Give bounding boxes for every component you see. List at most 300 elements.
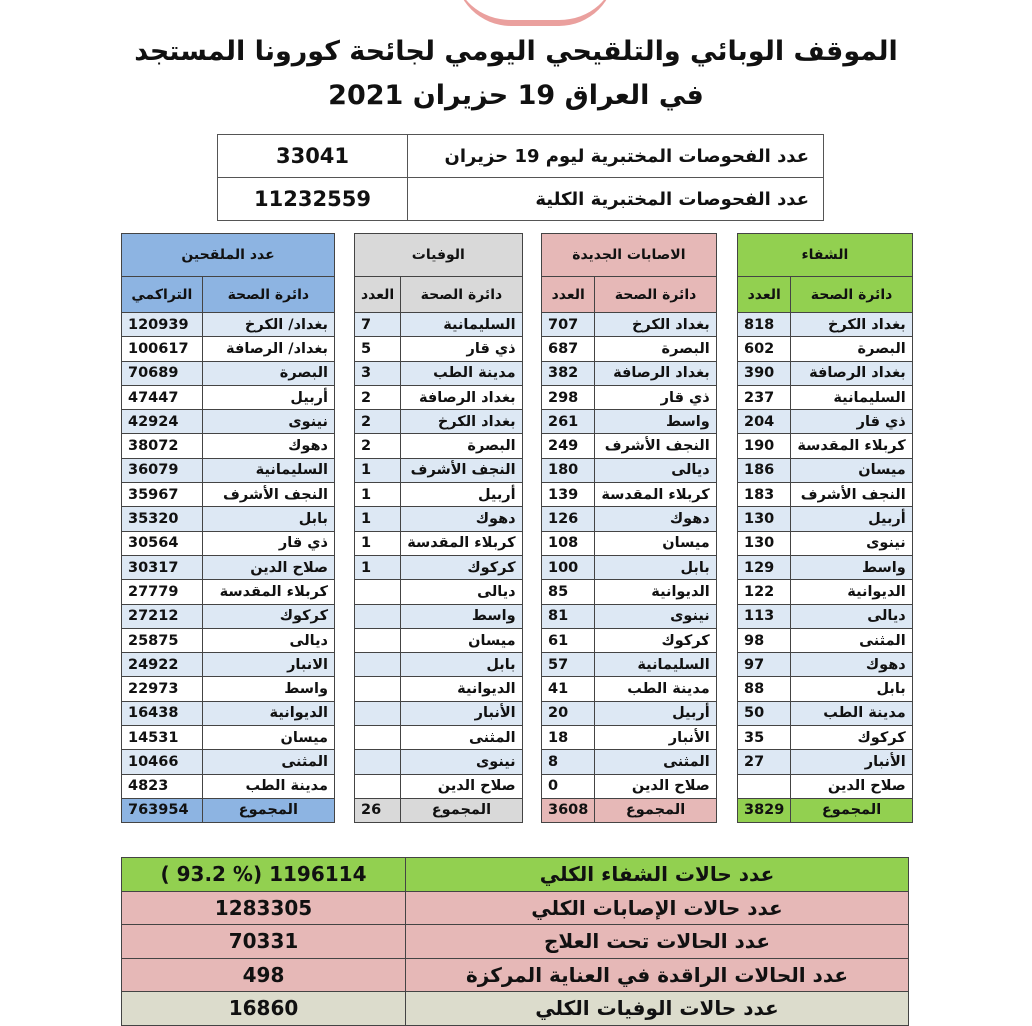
table-row — [355, 555, 523, 579]
district-name: مدينة الطب — [791, 701, 912, 725]
district-count: 108 — [542, 531, 595, 555]
district-name: بغداد الرصافة — [791, 361, 912, 385]
district-name: دهوك — [595, 507, 716, 531]
district-count: 139 — [542, 483, 595, 507]
report-title-line1: الموقف الوبائي والتلقيحي اليومي لجائحة كورونا المستجد — [134, 36, 898, 67]
district-name: ميسان — [401, 628, 522, 652]
district-name: كركوك — [202, 604, 334, 628]
column-header-row — [738, 277, 913, 313]
district-count: 85 — [542, 580, 595, 604]
district-count: 1 — [355, 458, 401, 482]
total-label: المجموع — [401, 798, 522, 822]
district-count: 81 — [542, 604, 595, 628]
district-count — [355, 774, 401, 798]
table-title-row — [738, 234, 913, 277]
daily-tests-row — [218, 135, 824, 178]
total-tests-label: عدد الفحوصات المختبرية الكلية — [408, 178, 824, 221]
district-name: أربيل — [401, 483, 522, 507]
table-row — [355, 337, 523, 361]
district-name: بابل — [401, 653, 522, 677]
district-name: واسط — [791, 555, 912, 579]
district-name: النجف الأشرف — [595, 434, 716, 458]
table-row — [122, 604, 335, 628]
district-name: ميسان — [595, 531, 716, 555]
district-name: دهوك — [791, 653, 912, 677]
district-count: 382 — [542, 361, 595, 385]
table-row — [122, 337, 335, 361]
district-count: 10466 — [122, 750, 203, 774]
table-row — [122, 750, 335, 774]
district-name: المثنى — [791, 628, 912, 652]
table-row — [738, 580, 913, 604]
table-row — [355, 531, 523, 555]
column-header-name: دائرة الصحة — [595, 277, 716, 313]
district-name: البصرة — [401, 434, 522, 458]
district-name: واسط — [401, 604, 522, 628]
table-row — [355, 313, 523, 337]
district-count — [355, 604, 401, 628]
table-row — [122, 555, 335, 579]
column-header-name: دائرة الصحة — [401, 277, 522, 313]
table-row — [355, 458, 523, 482]
district-count: 14531 — [122, 726, 203, 750]
table-title-row — [122, 234, 335, 277]
district-name: مدينة الطب — [595, 677, 716, 701]
district-count: 122 — [738, 580, 791, 604]
district-name: نينوى — [791, 531, 912, 555]
summary-value: 70331 — [122, 925, 406, 959]
district-name: ذي قار — [202, 531, 334, 555]
district-count: 30317 — [122, 555, 203, 579]
column-header-row — [355, 277, 523, 313]
summary-label: عدد الحالات تحت العلاج — [406, 925, 909, 959]
district-name: كربلاء المقدسة — [791, 434, 912, 458]
district-name: الديوانية — [791, 580, 912, 604]
district-count: 129 — [738, 555, 791, 579]
district-name: ديالى — [791, 604, 912, 628]
district-count: 2 — [355, 434, 401, 458]
table-row — [122, 458, 335, 482]
table-row — [542, 531, 717, 555]
district-name: البصرة — [595, 337, 716, 361]
district-count: 42924 — [122, 410, 203, 434]
table-row — [542, 385, 717, 409]
column-header-count: العدد — [542, 277, 595, 313]
table-row — [122, 385, 335, 409]
district-count: 126 — [542, 507, 595, 531]
table-row — [542, 750, 717, 774]
table-row — [738, 434, 913, 458]
table-row — [542, 434, 717, 458]
district-name: مدينة الطب — [202, 774, 334, 798]
table-row — [542, 653, 717, 677]
table-row — [738, 774, 913, 798]
table-row — [355, 483, 523, 507]
district-count: 20 — [542, 701, 595, 725]
table-row — [122, 531, 335, 555]
district-name: الأنبار — [791, 750, 912, 774]
table-row — [738, 750, 913, 774]
district-name: ذي قار — [595, 385, 716, 409]
table-row — [738, 628, 913, 652]
district-name: الديوانية — [401, 677, 522, 701]
summary-value: 1196114 (% 93.2 ) — [122, 858, 406, 892]
district-count: 4823 — [122, 774, 203, 798]
district-name: ديالى — [595, 458, 716, 482]
district-count: 237 — [738, 385, 791, 409]
district-name: دهوك — [401, 507, 522, 531]
summary-row — [122, 992, 909, 1026]
district-name: ذي قار — [791, 410, 912, 434]
total-value: 3608 — [542, 798, 595, 822]
table-row — [542, 726, 717, 750]
district-name: ديالى — [401, 580, 522, 604]
table-row — [122, 580, 335, 604]
table-row — [355, 361, 523, 385]
district-count: 27 — [738, 750, 791, 774]
table-row — [738, 701, 913, 725]
column-header-count: التراكمي — [122, 277, 203, 313]
table-row — [122, 313, 335, 337]
table-row — [122, 410, 335, 434]
table-row — [355, 701, 523, 725]
district-name: ميسان — [791, 458, 912, 482]
total-value: 3829 — [738, 798, 791, 822]
district-name: بابل — [595, 555, 716, 579]
district-count: 5 — [355, 337, 401, 361]
report-title — [0, 30, 1032, 118]
total-value: 763954 — [122, 798, 203, 822]
new-cases-table — [541, 233, 717, 823]
table-row — [738, 361, 913, 385]
district-count: 120939 — [122, 313, 203, 337]
district-count: 1 — [355, 531, 401, 555]
district-name: النجف الأشرف — [202, 483, 334, 507]
district-count: 88 — [738, 677, 791, 701]
district-count — [355, 580, 401, 604]
district-count — [355, 726, 401, 750]
table-row — [122, 677, 335, 701]
table-row — [542, 313, 717, 337]
district-count: 22973 — [122, 677, 203, 701]
summary-value: 1283305 — [122, 891, 406, 925]
lab-tests-table — [217, 134, 824, 221]
table-row — [542, 580, 717, 604]
district-name: بغداد الرصافة — [595, 361, 716, 385]
district-count: 25875 — [122, 628, 203, 652]
district-name: الأنبار — [595, 726, 716, 750]
district-count: 1 — [355, 507, 401, 531]
table-row — [542, 458, 717, 482]
district-count: 36079 — [122, 458, 203, 482]
column-header-count: العدد — [738, 277, 791, 313]
report-title-line2: في العراق 19 حزيران 2021 — [328, 80, 704, 111]
district-count: 1 — [355, 555, 401, 579]
table-row — [355, 434, 523, 458]
total-tests-row — [218, 178, 824, 221]
column-header-row — [122, 277, 335, 313]
table-row — [355, 385, 523, 409]
table-row — [738, 677, 913, 701]
table-row — [122, 628, 335, 652]
district-name: واسط — [202, 677, 334, 701]
table-row — [542, 410, 717, 434]
summary-row — [122, 858, 909, 892]
district-name: ميسان — [202, 726, 334, 750]
vaccinated-table — [121, 233, 335, 823]
district-name: صلاح الدين — [202, 555, 334, 579]
table-row — [542, 604, 717, 628]
table-row — [738, 337, 913, 361]
table-row — [355, 750, 523, 774]
table-row — [122, 774, 335, 798]
district-name: ذي قار — [401, 337, 522, 361]
table-row — [738, 531, 913, 555]
district-count: 27779 — [122, 580, 203, 604]
district-name: السليمانية — [401, 313, 522, 337]
district-name: المثنى — [401, 726, 522, 750]
district-count: 38072 — [122, 434, 203, 458]
district-name: كربلاء المقدسة — [202, 580, 334, 604]
table-title: الشفاء — [738, 234, 913, 277]
column-header-count: العدد — [355, 277, 401, 313]
table-row — [738, 653, 913, 677]
district-name: كركوك — [595, 628, 716, 652]
district-count: 61 — [542, 628, 595, 652]
district-name: الديوانية — [595, 580, 716, 604]
total-label: المجموع — [791, 798, 912, 822]
table-row — [355, 507, 523, 531]
district-count: 180 — [542, 458, 595, 482]
district-count: 190 — [738, 434, 791, 458]
district-count: 249 — [542, 434, 595, 458]
district-name: البصرة — [791, 337, 912, 361]
district-name: المثنى — [595, 750, 716, 774]
table-row — [122, 361, 335, 385]
table-row — [355, 580, 523, 604]
district-name: دهوك — [202, 434, 334, 458]
table-title: الاصابات الجديدة — [542, 234, 717, 277]
table-row — [542, 701, 717, 725]
column-header-name: دائرة الصحة — [791, 277, 912, 313]
summary-value: 16860 — [122, 992, 406, 1026]
district-name: كربلاء المقدسة — [401, 531, 522, 555]
table-row — [355, 726, 523, 750]
column-header-row — [542, 277, 717, 313]
column-header-name: دائرة الصحة — [202, 277, 334, 313]
district-name: السليمانية — [202, 458, 334, 482]
table-row — [738, 555, 913, 579]
district-count: 130 — [738, 531, 791, 555]
district-count: 16438 — [122, 701, 203, 725]
district-count: 2 — [355, 385, 401, 409]
table-title: الوفيات — [355, 234, 523, 277]
summary-row — [122, 958, 909, 992]
district-count — [355, 628, 401, 652]
district-name: مدينة الطب — [401, 361, 522, 385]
district-count: 100 — [542, 555, 595, 579]
district-count: 602 — [738, 337, 791, 361]
table-row — [542, 337, 717, 361]
table-row — [355, 677, 523, 701]
district-name: صلاح الدين — [595, 774, 716, 798]
district-count: 818 — [738, 313, 791, 337]
table-row — [542, 483, 717, 507]
summary-label: عدد حالات الشفاء الكلي — [406, 858, 909, 892]
daily-tests-label: عدد الفحوصات المختبرية ليوم 19 حزيران — [408, 135, 824, 178]
district-name: بغداد الكرخ — [791, 313, 912, 337]
district-count: 261 — [542, 410, 595, 434]
table-row — [738, 410, 913, 434]
district-count: 1 — [355, 483, 401, 507]
district-name: كركوك — [791, 726, 912, 750]
recovery-table — [737, 233, 913, 823]
district-count: 35320 — [122, 507, 203, 531]
district-count: 35967 — [122, 483, 203, 507]
table-row — [542, 361, 717, 385]
district-count: 27212 — [122, 604, 203, 628]
table-row — [122, 701, 335, 725]
district-count: 47447 — [122, 385, 203, 409]
table-row — [738, 604, 913, 628]
district-name: البصرة — [202, 361, 334, 385]
district-name: نينوى — [595, 604, 716, 628]
table-row — [355, 604, 523, 628]
table-row — [738, 483, 913, 507]
district-count: 390 — [738, 361, 791, 385]
summary-row — [122, 925, 909, 959]
district-name: السليمانية — [791, 385, 912, 409]
district-count — [355, 677, 401, 701]
table-row — [122, 434, 335, 458]
district-count: 8 — [542, 750, 595, 774]
district-count: 3 — [355, 361, 401, 385]
total-tests-value: 11232559 — [218, 178, 408, 221]
table-row — [122, 483, 335, 507]
total-label: المجموع — [202, 798, 334, 822]
district-name: بغداد الرصافة — [401, 385, 522, 409]
district-count: 98 — [738, 628, 791, 652]
daily-tests-value: 33041 — [218, 135, 408, 178]
district-count: 100617 — [122, 337, 203, 361]
district-name: بابل — [202, 507, 334, 531]
total-row — [122, 798, 335, 822]
district-name: الانبار — [202, 653, 334, 677]
district-name: النجف الأشرف — [791, 483, 912, 507]
district-name: أربيل — [791, 507, 912, 531]
district-count: 186 — [738, 458, 791, 482]
district-name: بغداد الكرخ — [401, 410, 522, 434]
district-count — [355, 750, 401, 774]
deaths-table — [354, 233, 523, 823]
district-name: كربلاء المقدسة — [595, 483, 716, 507]
district-count: 24922 — [122, 653, 203, 677]
district-count — [738, 774, 791, 798]
table-row — [122, 653, 335, 677]
district-count: 113 — [738, 604, 791, 628]
summary-table — [121, 857, 909, 1026]
district-name: بابل — [791, 677, 912, 701]
table-row — [122, 507, 335, 531]
district-name: بغداد/ الكرخ — [202, 313, 334, 337]
district-name: صلاح الدين — [791, 774, 912, 798]
table-row — [355, 410, 523, 434]
district-count: 130 — [738, 507, 791, 531]
district-name: واسط — [595, 410, 716, 434]
district-count: 707 — [542, 313, 595, 337]
district-name: بغداد الكرخ — [595, 313, 716, 337]
table-row — [122, 726, 335, 750]
district-name: المثنى — [202, 750, 334, 774]
district-count — [355, 653, 401, 677]
total-label: المجموع — [595, 798, 716, 822]
summary-row — [122, 891, 909, 925]
district-name: ديالى — [202, 628, 334, 652]
table-row — [355, 774, 523, 798]
district-count — [355, 701, 401, 725]
district-count: 687 — [542, 337, 595, 361]
district-name: نينوى — [202, 410, 334, 434]
district-count: 0 — [542, 774, 595, 798]
district-count: 97 — [738, 653, 791, 677]
district-count: 7 — [355, 313, 401, 337]
table-row — [738, 385, 913, 409]
table-row — [738, 458, 913, 482]
total-row — [355, 798, 523, 822]
district-name: الديوانية — [202, 701, 334, 725]
total-value: 26 — [355, 798, 401, 822]
table-row — [738, 507, 913, 531]
total-row — [738, 798, 913, 822]
district-count: 30564 — [122, 531, 203, 555]
table-row — [738, 726, 913, 750]
table-row — [355, 653, 523, 677]
table-row — [542, 774, 717, 798]
district-count: 183 — [738, 483, 791, 507]
district-name: النجف الأشرف — [401, 458, 522, 482]
table-row — [542, 555, 717, 579]
table-row — [355, 628, 523, 652]
district-name: نينوى — [401, 750, 522, 774]
district-count: 50 — [738, 701, 791, 725]
district-count: 18 — [542, 726, 595, 750]
district-count: 204 — [738, 410, 791, 434]
district-name: كركوك — [401, 555, 522, 579]
district-count: 57 — [542, 653, 595, 677]
table-title-row — [542, 234, 717, 277]
table-title: عدد الملقحين — [122, 234, 335, 277]
district-name: أربيل — [202, 385, 334, 409]
table-row — [738, 313, 913, 337]
district-count: 41 — [542, 677, 595, 701]
table-row — [542, 677, 717, 701]
district-name: صلاح الدين — [401, 774, 522, 798]
district-count: 70689 — [122, 361, 203, 385]
district-name: الأنبار — [401, 701, 522, 725]
summary-label: عدد الحالات الراقدة في العناية المركزة — [406, 958, 909, 992]
table-row — [542, 507, 717, 531]
table-row — [542, 628, 717, 652]
district-name: أربيل — [595, 701, 716, 725]
summary-label: عدد حالات الإصابات الكلي — [406, 891, 909, 925]
district-count: 35 — [738, 726, 791, 750]
summary-label: عدد حالات الوفيات الكلي — [406, 992, 909, 1026]
table-title-row — [355, 234, 523, 277]
total-row — [542, 798, 717, 822]
summary-value: 498 — [122, 958, 406, 992]
district-count: 298 — [542, 385, 595, 409]
district-name: بغداد/ الرصافة — [202, 337, 334, 361]
